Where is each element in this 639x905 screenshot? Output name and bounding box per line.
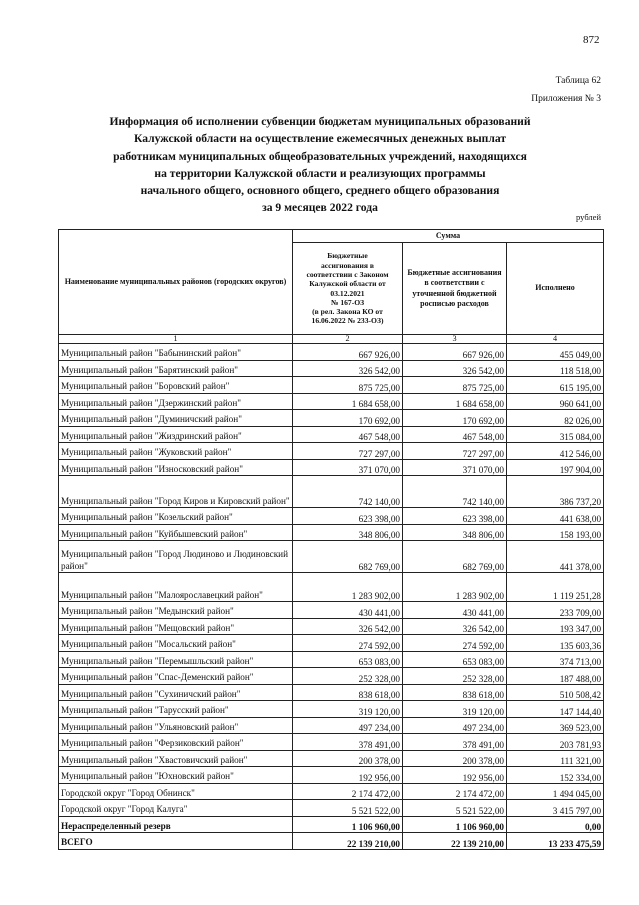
title-line: работникам муниципальных общеобразовательных учреждений, находящихся: [113, 149, 527, 163]
district-name-cell: Муниципальный район "Спас-Деменский район": [59, 668, 293, 685]
district-name-cell: Муниципальный район "Мосальский район": [59, 635, 293, 652]
executed-cell: 369 523,00: [507, 717, 604, 734]
column-index: 3: [403, 335, 507, 344]
district-name-cell: Муниципальный район "Юхновский район": [59, 767, 293, 784]
district-name-cell: Муниципальный район "Куйбышевский район": [59, 524, 293, 541]
refined-allocation-cell: 22 139 210,00: [403, 833, 507, 850]
executed-cell: 1 119 251,28: [507, 573, 604, 602]
title-line: на территории Калужской области и реализующих программы: [154, 166, 486, 180]
executed-cell: 441 638,00: [507, 508, 604, 525]
executed-cell: 441 378,00: [507, 541, 604, 573]
table-row: [59, 800, 604, 817]
refined-allocation-cell: 1 283 902,00: [403, 573, 507, 602]
header-sum-group: Сумма: [293, 230, 604, 243]
district-name-cell: Муниципальный район "Барятинский район": [59, 360, 293, 377]
appendix-reference: Приложения № 3: [531, 94, 601, 104]
executed-cell: 386 737,20: [507, 476, 604, 508]
law-allocation-cell: 378 491,00: [293, 734, 403, 751]
district-name-cell: Муниципальный район "Бабынинский район": [59, 344, 293, 361]
law-allocation-cell: 192 956,00: [293, 767, 403, 784]
column-index: 2: [293, 335, 403, 344]
district-name-cell: Муниципальный район "Мещовский район": [59, 618, 293, 635]
refined-allocation-cell: 667 926,00: [403, 344, 507, 361]
district-name-cell: Муниципальный район "Жуковский район": [59, 443, 293, 460]
column-index-row: [59, 335, 604, 344]
table-row: [59, 573, 604, 602]
refined-allocation-cell: 192 956,00: [403, 767, 507, 784]
law-allocation-cell: 5 521 522,00: [293, 800, 403, 817]
page-number: 872: [583, 34, 600, 46]
executed-cell: 3 415 797,00: [507, 800, 604, 817]
refined-allocation-cell: 252 328,00: [403, 668, 507, 685]
refined-allocation-cell: 326 542,00: [403, 618, 507, 635]
law-allocation-cell: 875 725,00: [293, 377, 403, 394]
title-line: за 9 месяцев 2022 года: [262, 201, 378, 215]
table-row: [59, 602, 604, 619]
table-row: [59, 393, 604, 410]
law-allocation-cell: 667 926,00: [293, 344, 403, 361]
table-row: [59, 701, 604, 718]
executed-cell: 118 518,00: [507, 360, 604, 377]
table-row: [59, 360, 604, 377]
title-line: Информация об исполнении субвенции бюджетам муниципальных образований: [109, 115, 531, 128]
law-allocation-cell: 653 083,00: [293, 651, 403, 668]
executed-cell: 193 347,00: [507, 618, 604, 635]
law-allocation-cell: 497 234,00: [293, 717, 403, 734]
law-allocation-cell: 326 542,00: [293, 360, 403, 377]
law-allocation-cell: 467 548,00: [293, 426, 403, 443]
executed-cell: 0,00: [507, 816, 604, 833]
refined-allocation-cell: 2 174 472,00: [403, 783, 507, 800]
district-name-cell: Муниципальный район "Ульяновский район": [59, 717, 293, 734]
table-row: [59, 410, 604, 427]
district-name-cell: Муниципальный район "Перемышльский район": [59, 651, 293, 668]
district-name-cell: Муниципальный район "Тарусский район": [59, 701, 293, 718]
executed-cell: 187 488,00: [507, 668, 604, 685]
table-header: [59, 230, 604, 344]
table-row: [59, 734, 604, 751]
table-row: [59, 816, 604, 833]
table-row: [59, 377, 604, 394]
refined-allocation-cell: 653 083,00: [403, 651, 507, 668]
table-row: [59, 476, 604, 508]
executed-cell: 455 049,00: [507, 344, 604, 361]
refined-allocation-cell: 1 106 960,00: [403, 816, 507, 833]
table-row: [59, 618, 604, 635]
refined-allocation-cell: 348 806,00: [403, 524, 507, 541]
table-row: [59, 443, 604, 460]
table-row: [59, 767, 604, 784]
law-allocation-cell: 1 684 658,00: [293, 393, 403, 410]
district-name-cell: Муниципальный район "Хвастовичский район": [59, 750, 293, 767]
executed-cell: 135 603,36: [507, 635, 604, 652]
law-allocation-cell: 274 592,00: [293, 635, 403, 652]
district-name-cell: Муниципальный район "Боровский район": [59, 377, 293, 394]
executed-cell: 412 546,00: [507, 443, 604, 460]
table-row: [59, 344, 604, 361]
law-allocation-cell: 1 283 902,00: [293, 573, 403, 602]
refined-allocation-cell: 623 398,00: [403, 508, 507, 525]
title-line: Калужской области на осуществление ежемесячных денежных выплат: [133, 132, 507, 146]
executed-cell: 203 781,93: [507, 734, 604, 751]
law-allocation-cell: 742 140,00: [293, 476, 403, 508]
refined-allocation-cell: 430 441,00: [403, 602, 507, 619]
refined-allocation-cell: 742 140,00: [403, 476, 507, 508]
executed-cell: 374 713,00: [507, 651, 604, 668]
executed-cell: 315 084,00: [507, 426, 604, 443]
subvention-table: [58, 229, 604, 850]
refined-allocation-cell: 875 725,00: [403, 377, 507, 394]
district-name-cell: Муниципальный район "Дзержинский район": [59, 393, 293, 410]
header-name-column: Наименование муниципальных районов (городских округов): [59, 230, 293, 335]
table-row: [59, 833, 604, 850]
refined-allocation-cell: 5 521 522,00: [403, 800, 507, 817]
document-title: [70, 113, 570, 217]
law-allocation-cell: 727 297,00: [293, 443, 403, 460]
title-line: начального общего, основного общего, среднего общего образования: [140, 184, 500, 198]
district-name-cell: Муниципальный район "Город Киров и Кировский район": [59, 476, 293, 508]
executed-cell: 147 144,40: [507, 701, 604, 718]
units-label: рублей: [576, 212, 601, 222]
law-allocation-cell: 682 769,00: [293, 541, 403, 573]
table-row: [59, 459, 604, 476]
header-law-allocations: Бюджетные ассигнования в соответствии с Законом Калужской области от 03.12.2021 № 167-ОЗ (в рел. Закона КО от 16.06.2022 № 233-ОЗ): [293, 243, 403, 335]
refined-allocation-cell: 1 684 658,00: [403, 393, 507, 410]
refined-allocation-cell: 326 542,00: [403, 360, 507, 377]
table-row: [59, 668, 604, 685]
executed-cell: 233 709,00: [507, 602, 604, 619]
refined-allocation-cell: 170 692,00: [403, 410, 507, 427]
executed-cell: 152 334,00: [507, 767, 604, 784]
refined-allocation-cell: 378 491,00: [403, 734, 507, 751]
law-allocation-cell: 623 398,00: [293, 508, 403, 525]
refined-allocation-cell: 727 297,00: [403, 443, 507, 460]
table-row: [59, 651, 604, 668]
law-allocation-cell: 252 328,00: [293, 668, 403, 685]
table-row: [59, 508, 604, 525]
table-row: [59, 524, 604, 541]
table-row: [59, 541, 604, 573]
executed-cell: 82 026,00: [507, 410, 604, 427]
district-name-cell: Муниципальный район "Город Людиново и Людиновский район": [59, 541, 293, 573]
law-allocation-cell: 371 070,00: [293, 459, 403, 476]
table-row: [59, 426, 604, 443]
executed-cell: 158 193,00: [507, 524, 604, 541]
district-name-cell: Муниципальный район "Жиздринский район": [59, 426, 293, 443]
executed-cell: 13 233 475,59: [507, 833, 604, 850]
refined-allocation-cell: 497 234,00: [403, 717, 507, 734]
district-name-cell: Муниципальный район "Ферзиковский район": [59, 734, 293, 751]
executed-cell: 960 641,00: [507, 393, 604, 410]
law-allocation-cell: 2 174 472,00: [293, 783, 403, 800]
district-name-cell: Городской округ "Город Калуга": [59, 800, 293, 817]
law-allocation-cell: 319 120,00: [293, 701, 403, 718]
refined-allocation-cell: 319 120,00: [403, 701, 507, 718]
refined-allocation-cell: 838 618,00: [403, 684, 507, 701]
table-reference: Таблица 62: [555, 76, 601, 86]
header-executed: Исполнено: [507, 243, 604, 335]
executed-cell: 1 494 045,00: [507, 783, 604, 800]
table-row: [59, 750, 604, 767]
executed-cell: 111 321,00: [507, 750, 604, 767]
district-name-cell: Муниципальный район "Козельский район": [59, 508, 293, 525]
law-allocation-cell: 200 378,00: [293, 750, 403, 767]
column-index: 4: [507, 335, 604, 344]
district-name-cell: Городской округ "Город Обнинск": [59, 783, 293, 800]
refined-allocation-cell: 200 378,00: [403, 750, 507, 767]
column-index: 1: [59, 335, 293, 344]
law-allocation-cell: 838 618,00: [293, 684, 403, 701]
table-row: [59, 635, 604, 652]
law-allocation-cell: 326 542,00: [293, 618, 403, 635]
table-row: [59, 717, 604, 734]
executed-cell: 615 195,00: [507, 377, 604, 394]
district-name-cell: Муниципальный район "Сухиничский район": [59, 684, 293, 701]
refined-allocation-cell: 274 592,00: [403, 635, 507, 652]
header-refined-allocations: Бюджетные ассигнования в соответствии с уточненной бюджетной росписью расходов: [403, 243, 507, 335]
law-allocation-cell: 1 106 960,00: [293, 816, 403, 833]
table-row: [59, 684, 604, 701]
district-name-cell: Муниципальный район "Медынский район": [59, 602, 293, 619]
district-name-cell: Нераспределенный резерв: [59, 816, 293, 833]
district-name-cell: Муниципальный район "Малоярославецкий район": [59, 573, 293, 602]
district-name-cell: Муниципальный район "Думиничский район": [59, 410, 293, 427]
executed-cell: 510 508,42: [507, 684, 604, 701]
district-name-cell: Муниципальный район "Износковский район": [59, 459, 293, 476]
executed-cell: 197 904,00: [507, 459, 604, 476]
law-allocation-cell: 22 139 210,00: [293, 833, 403, 850]
law-allocation-cell: 430 441,00: [293, 602, 403, 619]
refined-allocation-cell: 682 769,00: [403, 541, 507, 573]
district-name-cell: ВСЕГО: [59, 833, 293, 850]
refined-allocation-cell: 467 548,00: [403, 426, 507, 443]
table-row: [59, 783, 604, 800]
refined-allocation-cell: 371 070,00: [403, 459, 507, 476]
table-body: [59, 344, 604, 850]
law-allocation-cell: 170 692,00: [293, 410, 403, 427]
law-allocation-cell: 348 806,00: [293, 524, 403, 541]
